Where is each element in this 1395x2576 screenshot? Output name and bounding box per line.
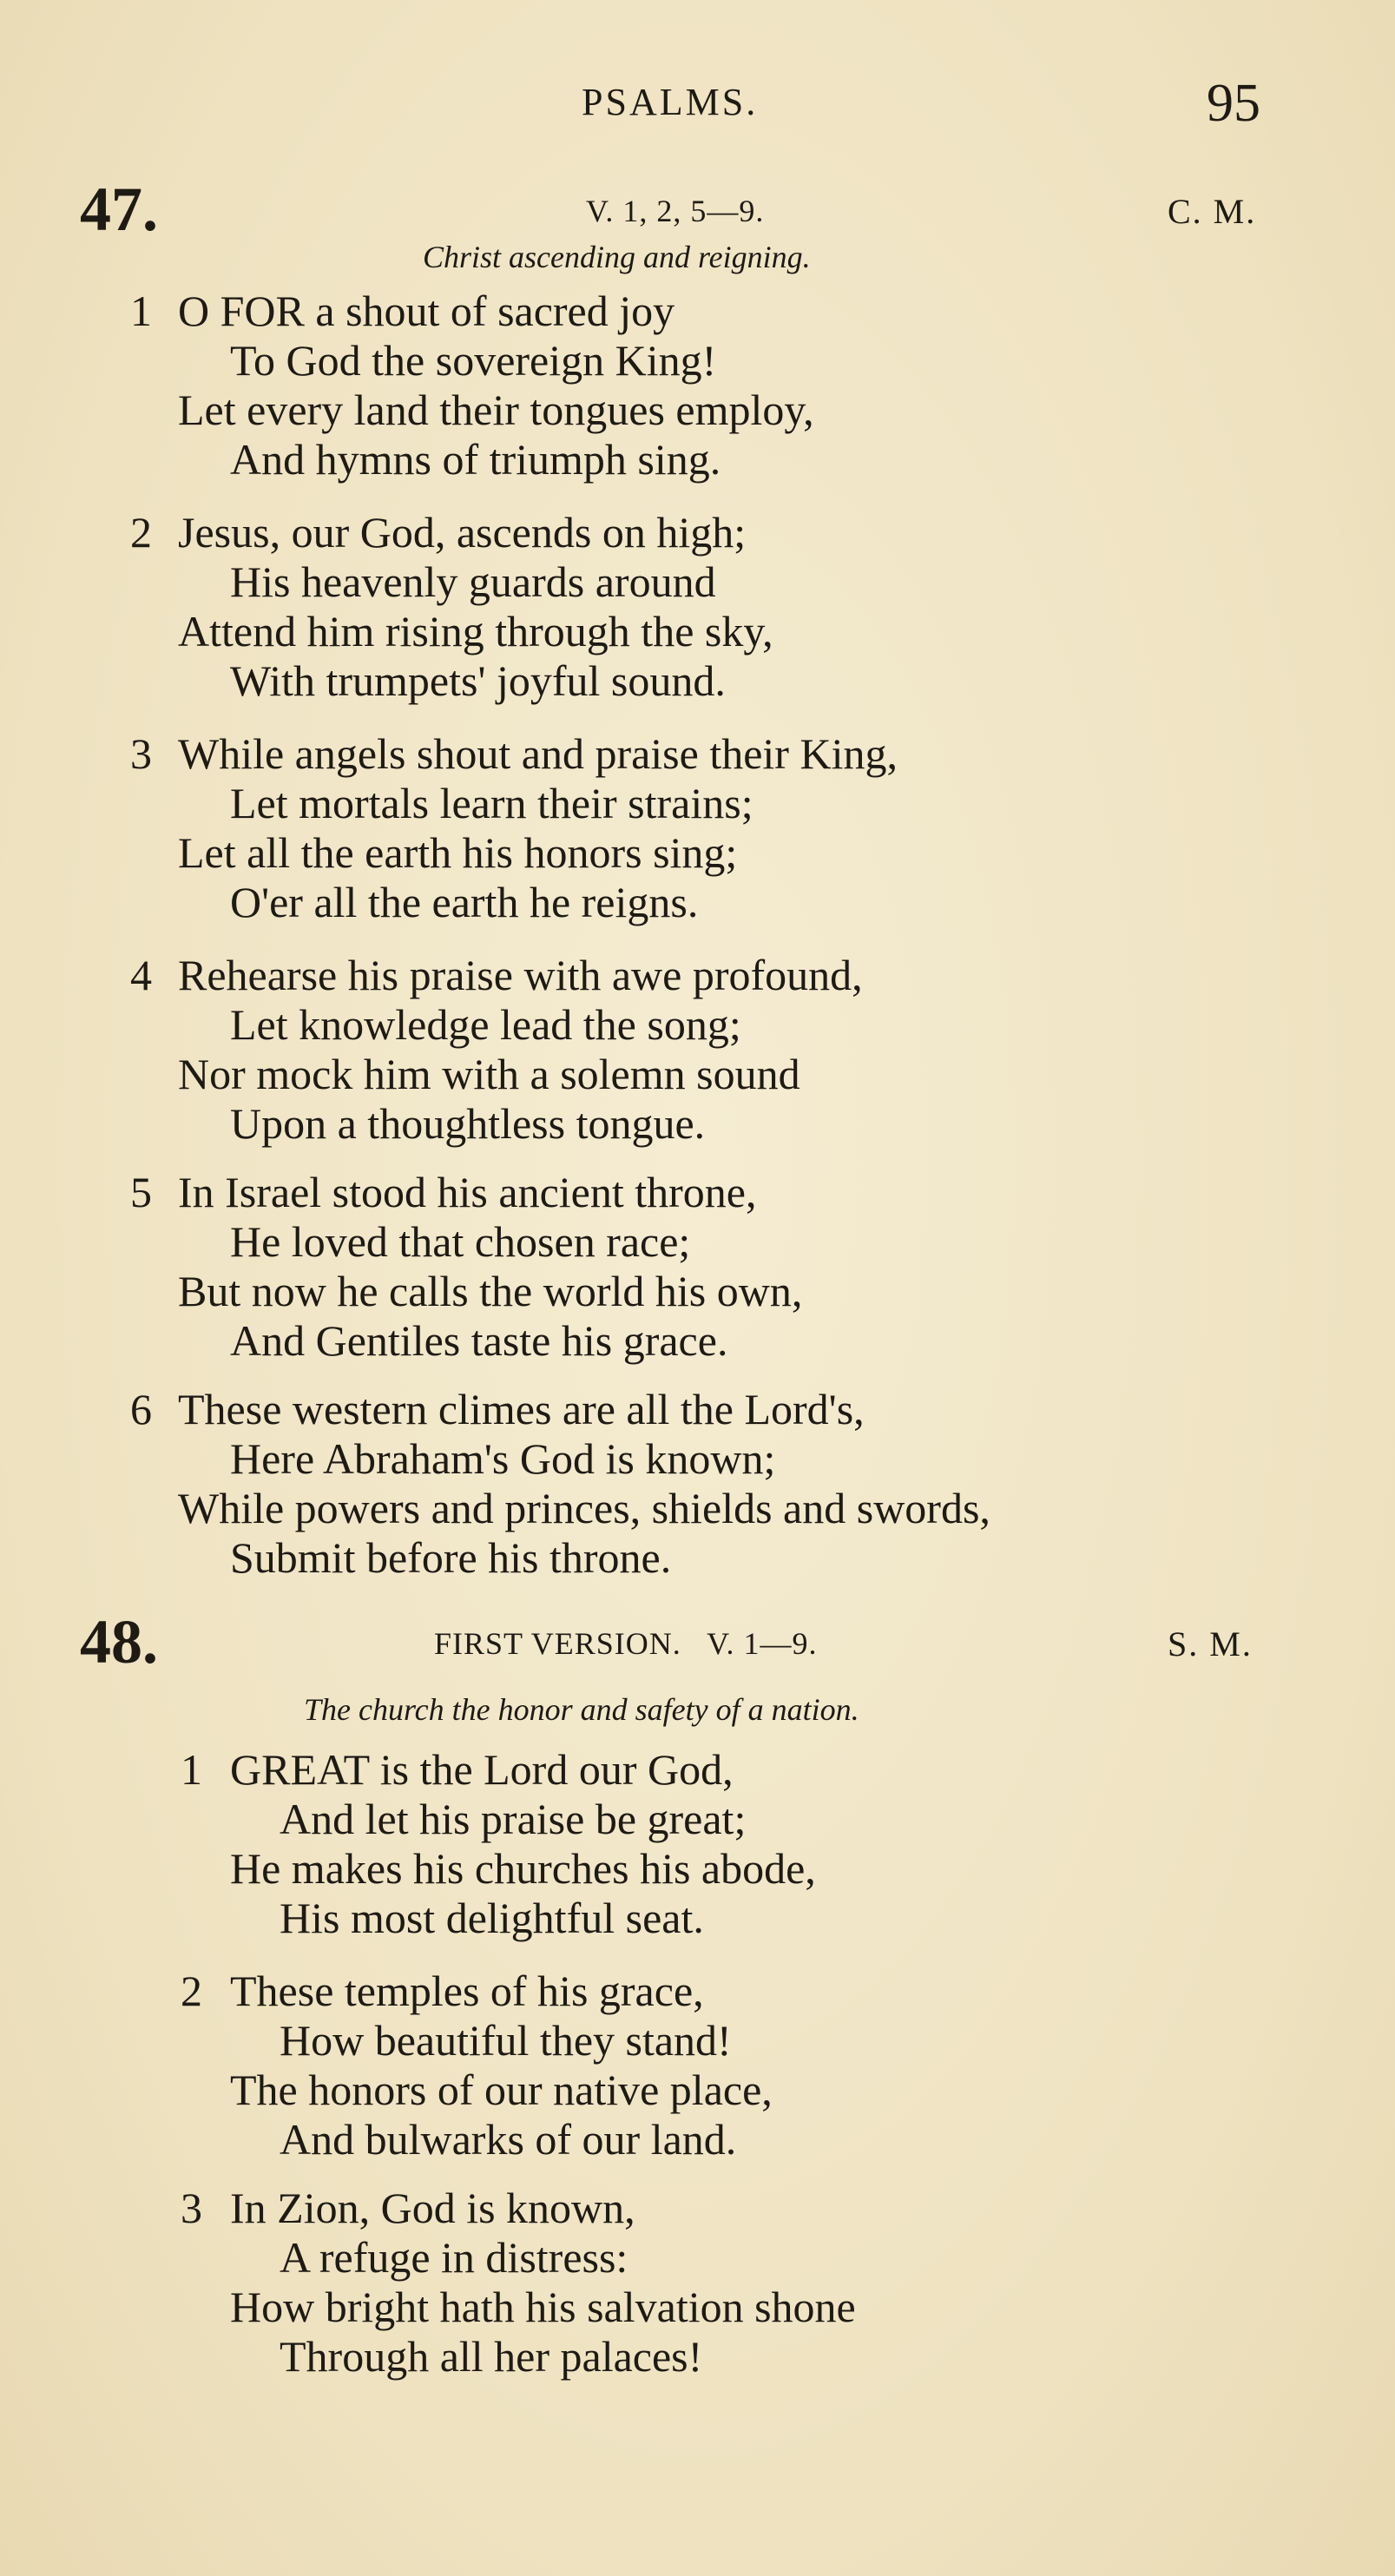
verse-line: O'er all the earth he reigns.: [230, 878, 699, 926]
verse-line: To God the sovereign King!: [230, 336, 717, 385]
hymn-reference: FIRST VERSION. V. 1—9.: [434, 1626, 818, 1661]
hymn-48-header: [0, 1606, 1395, 1676]
verse-line: And bulwarks of our land.: [280, 2115, 737, 2164]
verse-line: And hymns of triumph sing.: [230, 435, 721, 484]
hymn-number: 47.: [80, 175, 158, 244]
verse-line: Submit before his throne.: [230, 1533, 672, 1582]
verse-line: The honors of our native place,: [230, 2065, 773, 2114]
verse-line: While angels shout and praise their King,: [178, 729, 898, 778]
hymn-meter: S. M.: [1168, 1624, 1253, 1664]
verse-line: Let mortals learn their strains;: [230, 779, 753, 827]
verse-line: Jesus, our God, ascends on high;: [178, 508, 747, 557]
verse-line: He makes his churches his abode,: [230, 1844, 816, 1893]
stanza-number: 2: [130, 508, 152, 557]
verse-line: In Israel stood his ancient throne,: [178, 1168, 757, 1216]
page-number: 95: [1207, 74, 1260, 133]
stanza-number: 6: [130, 1385, 152, 1433]
hymn-47-header: [0, 174, 1395, 243]
hymn-subtitle: The church the honor and safety of a nation.: [304, 1692, 859, 1727]
running-head: PSALMS.: [582, 81, 759, 123]
verse-line: Through all her palaces!: [280, 2332, 703, 2381]
verse-line: O FOR a shout of sacred joy: [178, 287, 675, 335]
verse-line: And let his praise be great;: [280, 1795, 747, 1843]
verse-line: A refuge in distress:: [280, 2233, 628, 2282]
stanza-number: 3: [181, 2184, 202, 2232]
verse-line: His most delightful seat.: [280, 1894, 704, 1942]
hymn-number: 48.: [80, 1607, 158, 1677]
verse-line: How bright hath his salvation shone: [230, 2283, 856, 2331]
verse-line: And Gentiles taste his grace.: [230, 1316, 728, 1365]
stanza-number: 2: [181, 1967, 202, 2015]
stanza-number: 1: [181, 1745, 202, 1794]
verse-line: Rehearse his praise with awe profound,: [178, 951, 863, 999]
verse-line: In Zion, God is known,: [230, 2184, 635, 2232]
stanza-number: 3: [130, 729, 152, 778]
stanza-number: 4: [130, 951, 152, 999]
verse-line: But now he calls the world his own,: [178, 1267, 803, 1315]
verse-line: Nor mock him with a solemn sound: [178, 1050, 800, 1098]
verse-line: While powers and princes, shields and swords,: [178, 1484, 990, 1532]
hymn-subtitle: Christ ascending and reigning.: [423, 240, 811, 274]
verse-line: Attend him rising through the sky,: [178, 607, 773, 656]
verse-line: GREAT is the Lord our God,: [230, 1745, 734, 1794]
verse-line: Upon a thoughtless tongue.: [230, 1099, 706, 1148]
verse-line: Let every land their tongues employ,: [178, 385, 814, 434]
verse-line: These western climes are all the Lord's,: [178, 1385, 865, 1433]
verse-line: How beautiful they stand!: [280, 2016, 732, 2065]
hymn-reference: V. 1, 2, 5—9.: [586, 194, 765, 228]
verse-line: Here Abraham's God is known;: [230, 1434, 776, 1483]
verse-line: These temples of his grace,: [230, 1967, 704, 2015]
verse-line: Let knowledge lead the song;: [230, 1000, 741, 1049]
verse-line: Let all the earth his honors sing;: [178, 828, 738, 877]
stanza-number: 5: [130, 1168, 152, 1216]
stanza-number: 1: [130, 287, 152, 335]
hymn-meter: C. M.: [1168, 192, 1257, 231]
verse-line: His heavenly guards around: [230, 557, 716, 606]
verse-line: With trumpets' joyful sound.: [230, 656, 726, 705]
verse-line: He loved that chosen race;: [230, 1217, 691, 1266]
